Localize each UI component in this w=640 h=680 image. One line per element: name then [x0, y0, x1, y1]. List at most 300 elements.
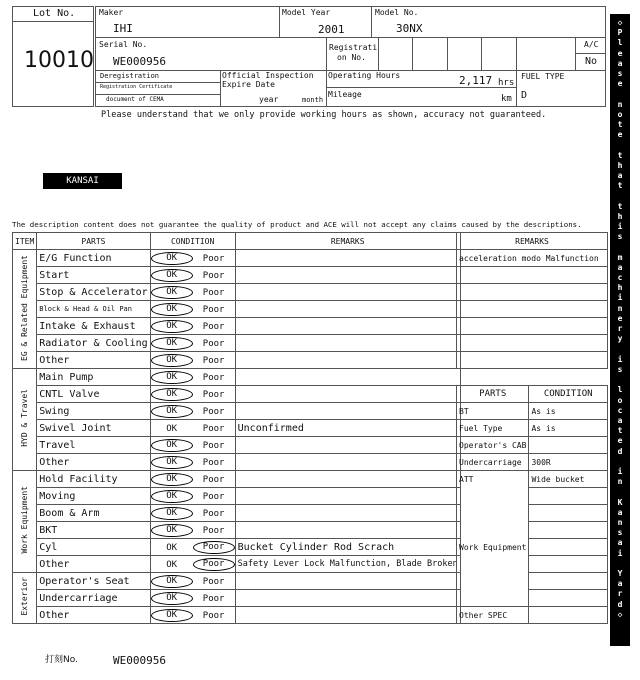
condition-poor: Poor: [202, 474, 225, 485]
remark-cell: [235, 267, 460, 284]
part-name: Swing: [37, 403, 150, 420]
condition-ok-cell: [150, 454, 193, 471]
hline: [95, 82, 220, 83]
right-parts-row: [457, 437, 608, 454]
condition-ok-circled: OK: [151, 252, 193, 265]
sidebar-char: l: [617, 385, 623, 395]
sidebar-char: c: [617, 273, 623, 283]
location-badge: [43, 173, 122, 189]
condition-poor-cell: [193, 471, 236, 488]
vline: [220, 70, 221, 107]
table-row: [13, 318, 461, 335]
sidebar-char: t: [617, 426, 623, 436]
right-remarks-table: [456, 232, 608, 369]
remark-cell: [235, 403, 460, 420]
model-year-label: Model Year: [282, 8, 331, 17]
table-row: [13, 539, 461, 556]
header-remarks: REMARKS: [235, 233, 460, 250]
condition-ok-circled: OK: [151, 524, 193, 537]
vline: [371, 6, 372, 37]
sidebar-char: a: [617, 262, 623, 272]
condition-poor-cell: [193, 573, 236, 590]
condition-ok-cell: [150, 284, 193, 301]
sidebar-char: [618, 191, 623, 201]
remark-cell: [235, 437, 460, 454]
right-part-name: Operator's CAB: [457, 437, 529, 454]
table-row: [13, 301, 461, 318]
remark-cell: [235, 352, 460, 369]
sidebar-char: P: [617, 28, 623, 38]
right-part-name: [457, 556, 529, 573]
sidebar-char: [618, 487, 623, 497]
sidebar-char: a: [617, 579, 623, 589]
sidebar-char: e: [617, 79, 623, 89]
hrs-unit: hrs: [498, 78, 515, 88]
part-name: Other: [37, 352, 150, 369]
right-remarks-row: [457, 267, 608, 284]
condition-ok-cell: [150, 352, 193, 369]
operating-hours-value: 2,117: [459, 74, 493, 87]
condition-poor-circled: Poor: [193, 541, 235, 554]
right-remarks-header-row: [457, 233, 608, 250]
remark-cell: Bucket Cylinder Rod Scrach: [235, 539, 460, 556]
hline: [575, 53, 606, 54]
km-unit: km: [501, 94, 512, 104]
condition-poor: Poor: [202, 423, 225, 434]
remark-cell: [235, 454, 460, 471]
condition-ok-circled: OK: [151, 507, 193, 520]
right-parts-row: [457, 403, 608, 420]
ac-value: No: [585, 56, 598, 67]
item-group-label: EG & Related Equipment: [20, 254, 30, 361]
sidebar-char: o: [617, 395, 623, 405]
condition-poor: Poor: [202, 508, 225, 519]
condition-ok-cell: [150, 522, 193, 539]
right-part-condition: [529, 556, 608, 573]
sidebar-char: [618, 345, 623, 355]
condition-ok-cell: [150, 488, 193, 505]
condition-ok-circled: OK: [151, 473, 193, 486]
sidebar-char: a: [617, 538, 623, 548]
right-part-condition: [529, 488, 608, 505]
inspection-label-2: Expire Date: [222, 80, 275, 89]
condition-poor-cell: [193, 607, 236, 624]
cema-document-label: document of CEMA: [106, 96, 164, 103]
condition-ok-cell: [150, 590, 193, 607]
part-name: Hold Facility: [37, 471, 150, 488]
sidebar-char: [618, 559, 623, 569]
sidebar-char: s: [617, 69, 623, 79]
sidebar-char: e: [617, 313, 623, 323]
remark-cell: [235, 284, 460, 301]
remark-cell: [235, 505, 460, 522]
remark-cell: [235, 488, 460, 505]
right-part-condition: As is: [529, 420, 608, 437]
registration-certificate-label: Registration Certificate: [100, 84, 173, 90]
right-remark-cell: [457, 318, 608, 335]
condition-poor: Poor: [202, 457, 225, 468]
condition-poor-cell: [193, 250, 236, 267]
condition-ok-circled: OK: [151, 354, 193, 367]
deregistration-label: Deregistration: [100, 72, 160, 80]
part-name: Start: [37, 267, 150, 284]
condition-ok: OK: [166, 559, 178, 570]
item-group-label: Exterior: [20, 577, 30, 616]
condition-poor-cell: [193, 420, 236, 437]
hline: [326, 87, 516, 88]
table-row: [13, 352, 461, 369]
right-parts-row: [457, 488, 608, 505]
right-parts-header-condition: CONDITION: [529, 386, 608, 403]
sidebar-char: h: [617, 283, 623, 293]
condition-poor-cell: [193, 590, 236, 607]
month-label: month: [302, 96, 324, 104]
sidebar-char: t: [617, 181, 623, 191]
sidebar-char: s: [617, 364, 623, 374]
table-row: [13, 386, 461, 403]
right-part-name: Fuel Type: [457, 420, 529, 437]
remark-cell: [235, 471, 460, 488]
condition-ok-cell: [150, 386, 193, 403]
remark-cell: [235, 335, 460, 352]
sidebar-char: d: [617, 599, 623, 609]
part-name: CNTL Valve: [37, 386, 150, 403]
sidebar-char: K: [617, 497, 623, 507]
condition-poor: Poor: [202, 440, 225, 451]
condition-ok-cell: [150, 301, 193, 318]
table-row: [13, 454, 461, 471]
part-name: Moving: [37, 488, 150, 505]
registration-label-1: Registrati: [329, 43, 378, 52]
remark-cell: [235, 590, 460, 607]
table-row: [13, 267, 461, 284]
condition-ok-cell: [150, 471, 193, 488]
condition-ok-cell: [150, 267, 193, 284]
condition-poor-cell: [193, 267, 236, 284]
vline: [447, 37, 448, 70]
part-name: Other: [37, 607, 150, 624]
sidebar-char: i: [617, 466, 623, 476]
right-parts-row: [457, 590, 608, 607]
registration-label-2: on No.: [337, 53, 366, 62]
sidebar-char: r: [617, 589, 623, 599]
right-remark-cell: [457, 267, 608, 284]
table-row: [13, 369, 461, 386]
condition-ok-circled: OK: [151, 388, 193, 401]
condition-poor-circled: Poor: [193, 558, 235, 571]
item-group-cell: [13, 250, 37, 369]
sidebar-char: e: [617, 48, 623, 58]
part-name: Stop & Accelerator: [37, 284, 150, 301]
condition-ok-cell: [150, 505, 193, 522]
right-remark-cell: [457, 284, 608, 301]
condition-ok-circled: OK: [151, 286, 193, 299]
hline: [95, 37, 606, 38]
condition-ok: OK: [166, 542, 178, 553]
right-parts-header-parts: PARTS: [457, 386, 529, 403]
sidebar-char: e: [617, 436, 623, 446]
sidebar-char: t: [617, 201, 623, 211]
remark-cell: Unconfirmed: [235, 420, 460, 437]
right-part-name: [457, 488, 529, 505]
remark-cell: [235, 607, 460, 624]
condition-ok-circled: OK: [151, 439, 193, 452]
right-part-condition: Wide bucket: [529, 471, 608, 488]
right-remarks-row: [457, 318, 608, 335]
condition-ok-cell: [150, 335, 193, 352]
right-part-condition: [529, 505, 608, 522]
condition-ok-cell: [150, 437, 193, 454]
right-parts-row: [457, 573, 608, 590]
condition-poor: Poor: [202, 253, 225, 264]
condition-poor-cell: [193, 522, 236, 539]
condition-ok-cell: [150, 250, 193, 267]
part-name: Boom & Arm: [37, 505, 150, 522]
table-row: [13, 403, 461, 420]
lot-label: Lot No.: [33, 8, 76, 19]
right-remark-cell: [457, 352, 608, 369]
sidebar-char: y: [617, 334, 623, 344]
condition-ok: OK: [166, 423, 178, 434]
sidebar-char: n: [617, 477, 623, 487]
right-part-condition: [529, 590, 608, 607]
table-row: [13, 420, 461, 437]
condition-poor: Poor: [202, 610, 225, 621]
sidebar-char: l: [617, 38, 623, 48]
table-row: [13, 250, 461, 267]
sidebar-char: a: [617, 58, 623, 68]
right-remark-cell: [457, 335, 608, 352]
sidebar-char: a: [617, 507, 623, 517]
right-parts-row: [457, 556, 608, 573]
condition-poor: Poor: [202, 338, 225, 349]
right-part-condition: [529, 573, 608, 590]
inspection-label-1: Official Inspection: [222, 71, 314, 80]
table-row: [13, 573, 461, 590]
condition-poor-cell: [193, 369, 236, 386]
right-parts-row: [457, 420, 608, 437]
condition-ok-cell: [150, 420, 193, 437]
sidebar-char: [618, 457, 623, 467]
sidebar-char: h: [617, 160, 623, 170]
right-remarks-row: [457, 284, 608, 301]
part-name: E/G Function: [37, 250, 150, 267]
condition-ok-circled: OK: [151, 337, 193, 350]
table-row: [13, 284, 461, 301]
sidebar-char: r: [617, 324, 623, 334]
right-remark-cell: acceleration modo Malfunction: [457, 250, 608, 267]
part-name: Other: [37, 454, 150, 471]
condition-poor: Poor: [202, 355, 225, 366]
right-parts-row: [457, 471, 608, 488]
sidebar-char: s: [617, 232, 623, 242]
sidebar-char: t: [617, 150, 623, 160]
header-item: ITEM: [13, 233, 37, 250]
part-name: Operator's Seat: [37, 573, 150, 590]
table-row: [13, 556, 461, 573]
part-name: Cyl: [37, 539, 150, 556]
right-remarks-row: [457, 352, 608, 369]
condition-ok-circled: OK: [151, 592, 193, 605]
right-part-name: ATT: [457, 471, 529, 488]
remark-cell: [235, 573, 460, 590]
vline: [378, 37, 379, 70]
right-part-name: [457, 505, 529, 522]
condition-poor: Poor: [202, 287, 225, 298]
right-part-condition: [529, 522, 608, 539]
condition-poor: Poor: [202, 372, 225, 383]
condition-ok-circled: OK: [151, 609, 193, 622]
condition-ok-circled: OK: [151, 456, 193, 469]
hours-notice: Please understand that we only provide working hours as shown, accuracy not guaranteed.: [101, 110, 547, 120]
header-condition: CONDITION: [150, 233, 235, 250]
condition-poor-cell: [193, 386, 236, 403]
ac-label: A/C: [584, 40, 599, 49]
condition-ok-circled: OK: [151, 490, 193, 503]
sidebar-char: n: [617, 99, 623, 109]
condition-poor-cell: [193, 318, 236, 335]
part-name: Intake & Exhaust: [37, 318, 150, 335]
condition-poor-cell: [193, 454, 236, 471]
part-name: Radiator & Cooling: [37, 335, 150, 352]
condition-poor-cell: [193, 301, 236, 318]
sidebar-char: [618, 242, 623, 252]
right-remarks-row: [457, 301, 608, 318]
sidebar-char: Y: [617, 568, 623, 578]
condition-poor-cell: [193, 488, 236, 505]
condition-ok-circled: OK: [151, 371, 193, 384]
part-name: Main Pump: [37, 369, 150, 386]
condition-poor-cell: [193, 556, 236, 573]
location-notice-sidebar: [610, 14, 630, 646]
hline: [95, 94, 220, 95]
sidebar-char: ◇: [617, 18, 623, 27]
right-parts-row: [457, 522, 608, 539]
condition-ok-circled: OK: [151, 405, 193, 418]
right-parts-row: [457, 607, 608, 624]
vline: [412, 37, 413, 70]
condition-ok-circled: OK: [151, 303, 193, 316]
sidebar-char: a: [617, 415, 623, 425]
table-row: [13, 505, 461, 522]
sidebar-char: ◇: [617, 609, 623, 619]
right-parts-header-row: [457, 386, 608, 403]
right-part-condition: As is: [529, 403, 608, 420]
sidebar-char: i: [617, 293, 623, 303]
vline: [326, 37, 327, 107]
sidebar-char: d: [617, 446, 623, 456]
work-equipment-label: Work Equipment: [457, 539, 529, 556]
condition-ok-cell: [150, 369, 193, 386]
right-part-condition: [529, 607, 608, 624]
condition-poor: Poor: [202, 406, 225, 417]
condition-poor-cell: [193, 352, 236, 369]
table-row: [13, 437, 461, 454]
other-spec-label: Other SPEC: [457, 607, 529, 624]
condition-poor: Poor: [202, 389, 225, 400]
inspection-table: [12, 232, 461, 624]
condition-poor-cell: [193, 403, 236, 420]
sidebar-char: t: [617, 120, 623, 130]
right-part-name: [457, 590, 529, 607]
condition-poor-cell: [193, 539, 236, 556]
condition-ok-circled: OK: [151, 575, 193, 588]
sidebar-char: o: [617, 109, 623, 119]
condition-ok-circled: OK: [151, 269, 193, 282]
sidebar-char: e: [617, 130, 623, 140]
right-remarks-header: REMARKS: [457, 233, 608, 250]
condition-ok-cell: [150, 403, 193, 420]
condition-poor-cell: [193, 284, 236, 301]
right-remark-cell: [457, 301, 608, 318]
right-remarks-row: [457, 335, 608, 352]
right-parts-row: [457, 539, 608, 556]
table-row: [13, 471, 461, 488]
right-parts-table: [456, 385, 608, 624]
condition-poor: Poor: [202, 525, 225, 536]
model-no-value: 30NX: [396, 22, 423, 35]
right-part-condition: 300R: [529, 454, 608, 471]
condition-ok-cell: [150, 539, 193, 556]
maker-value: IHI: [113, 22, 133, 35]
right-part-name: Undercarriage: [457, 454, 529, 471]
sidebar-char: [618, 140, 623, 150]
right-part-name: [457, 573, 529, 590]
table-row: [13, 335, 461, 352]
maker-label: Maker: [99, 8, 124, 17]
part-name: BKT: [37, 522, 150, 539]
condition-poor: Poor: [202, 321, 225, 332]
item-group-cell: [13, 573, 37, 624]
part-name: Undercarriage: [37, 590, 150, 607]
right-parts-row: [457, 505, 608, 522]
condition-ok-circled: OK: [151, 320, 193, 333]
right-parts-row: [457, 454, 608, 471]
remark-cell: [235, 386, 460, 403]
sidebar-char: a: [617, 171, 623, 181]
table-row: [13, 607, 461, 624]
item-group-cell: [13, 471, 37, 573]
condition-poor-cell: [193, 437, 236, 454]
sidebar-char: n: [617, 303, 623, 313]
vline: [516, 37, 517, 107]
condition-ok-cell: [150, 556, 193, 573]
stamp-value: WE000956: [113, 654, 166, 667]
model-no-label: Model No.: [375, 8, 419, 17]
item-group-label: HYD & Travel: [20, 389, 30, 447]
location-badge-label: KANSAI: [66, 176, 99, 186]
condition-poor: Poor: [202, 304, 225, 315]
lot-value: 10010: [24, 48, 94, 73]
table-row: [13, 522, 461, 539]
right-part-name: [457, 522, 529, 539]
part-name: Swivel Joint: [37, 420, 150, 437]
operating-hours-label: Operating Hours: [328, 71, 401, 80]
fuel-type-value: D: [521, 90, 528, 101]
condition-poor: Poor: [202, 270, 225, 281]
right-part-name: BT: [457, 403, 529, 420]
condition-poor: Poor: [202, 576, 225, 587]
remark-cell: [235, 522, 460, 539]
sidebar-char: i: [617, 354, 623, 364]
right-remarks-row: [457, 250, 608, 267]
condition-ok-cell: [150, 318, 193, 335]
condition-poor: Poor: [202, 491, 225, 502]
condition-ok-cell: [150, 607, 193, 624]
sidebar-char: [618, 375, 623, 385]
vline: [279, 6, 280, 37]
condition-poor: Poor: [202, 593, 225, 604]
